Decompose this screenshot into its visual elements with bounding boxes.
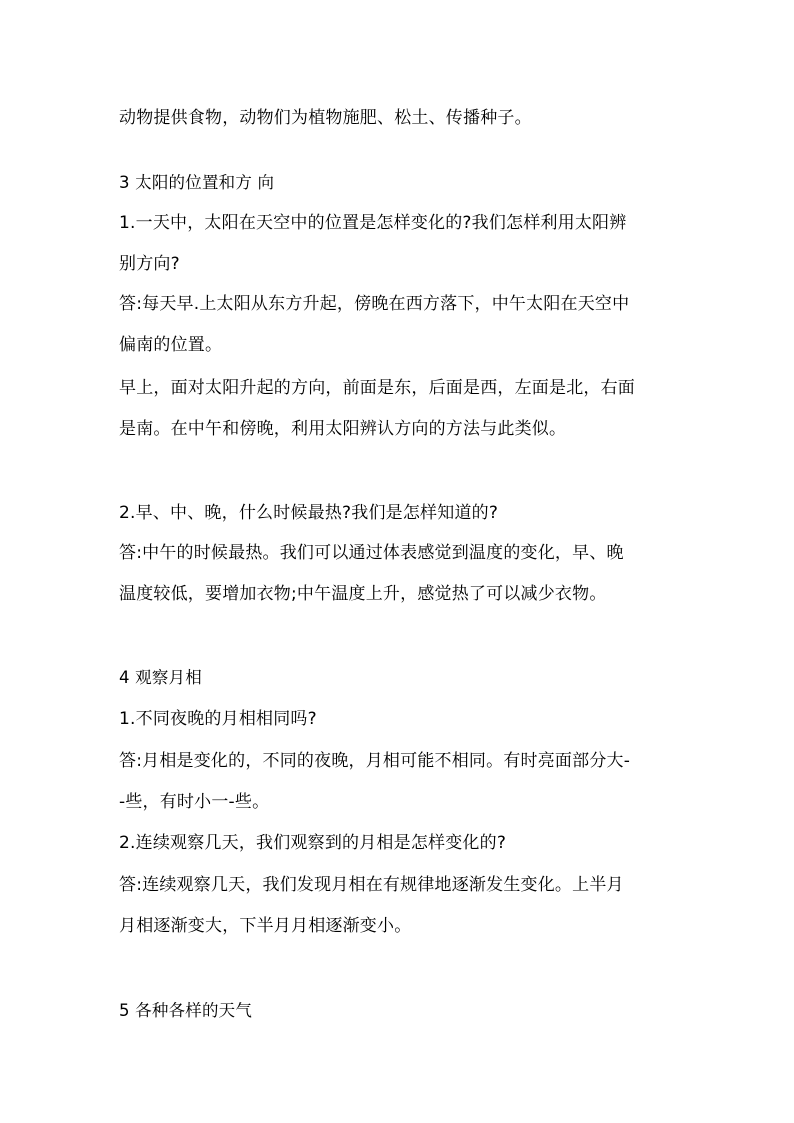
answer-line: 答:连续观察几天，我们发现月相在有规律地逐渐发生变化。上半月: [119, 875, 624, 895]
question-line: 2.连续观察几天，我们观察到的月相是怎样变化的?: [119, 833, 507, 853]
answer-line: 答:每天早.上太阳从东方升起，傍晚在西方落下，中午太阳在天空中: [119, 294, 630, 314]
answer-line: 温度较低，要增加衣物;中午温度上升，感觉热了可以减少衣物。: [119, 584, 607, 604]
paragraph-line: 动物提供食物，动物们为植物施肥、松土、传播种子。: [119, 108, 532, 128]
answer-line: -些，有时小一-些。: [119, 792, 270, 812]
section-heading: 3 太阳的位置和方 向: [119, 173, 275, 192]
question-line: 2.早、中、晚，什么时候最热?我们是怎样知道的?: [119, 503, 499, 523]
answer-line: 答:月相是变化的，不同的夜晚，月相可能不相同。有时亮面部分大-: [119, 751, 631, 771]
answer-line: 答:中午的时候最热。我们可以通过体表感觉到温度的变化，早、晚: [119, 543, 624, 563]
answer-line: 是南。在中午和傍晚，利用太阳辨认方向的方法与此类似。: [119, 419, 567, 439]
answer-line: 月相逐渐变大，下半月月相逐渐变小。: [119, 916, 412, 936]
section-heading: 5 各种各样的天气: [119, 1001, 253, 1020]
section-heading: 4 观察月相: [119, 668, 202, 687]
answer-line: 早上，面对太阳升起的方向，前面是东，后面是西，左面是北，右面: [119, 378, 635, 398]
answer-line: 偏南的位置。: [119, 335, 223, 355]
question-line: 1.不同夜晚的月相相同吗?: [119, 709, 317, 729]
question-line: 别方向?: [119, 254, 180, 274]
question-line: 1.一天中，太阳在天空中的位置是怎样变化的?我们怎样利用太阳辨: [119, 213, 627, 233]
